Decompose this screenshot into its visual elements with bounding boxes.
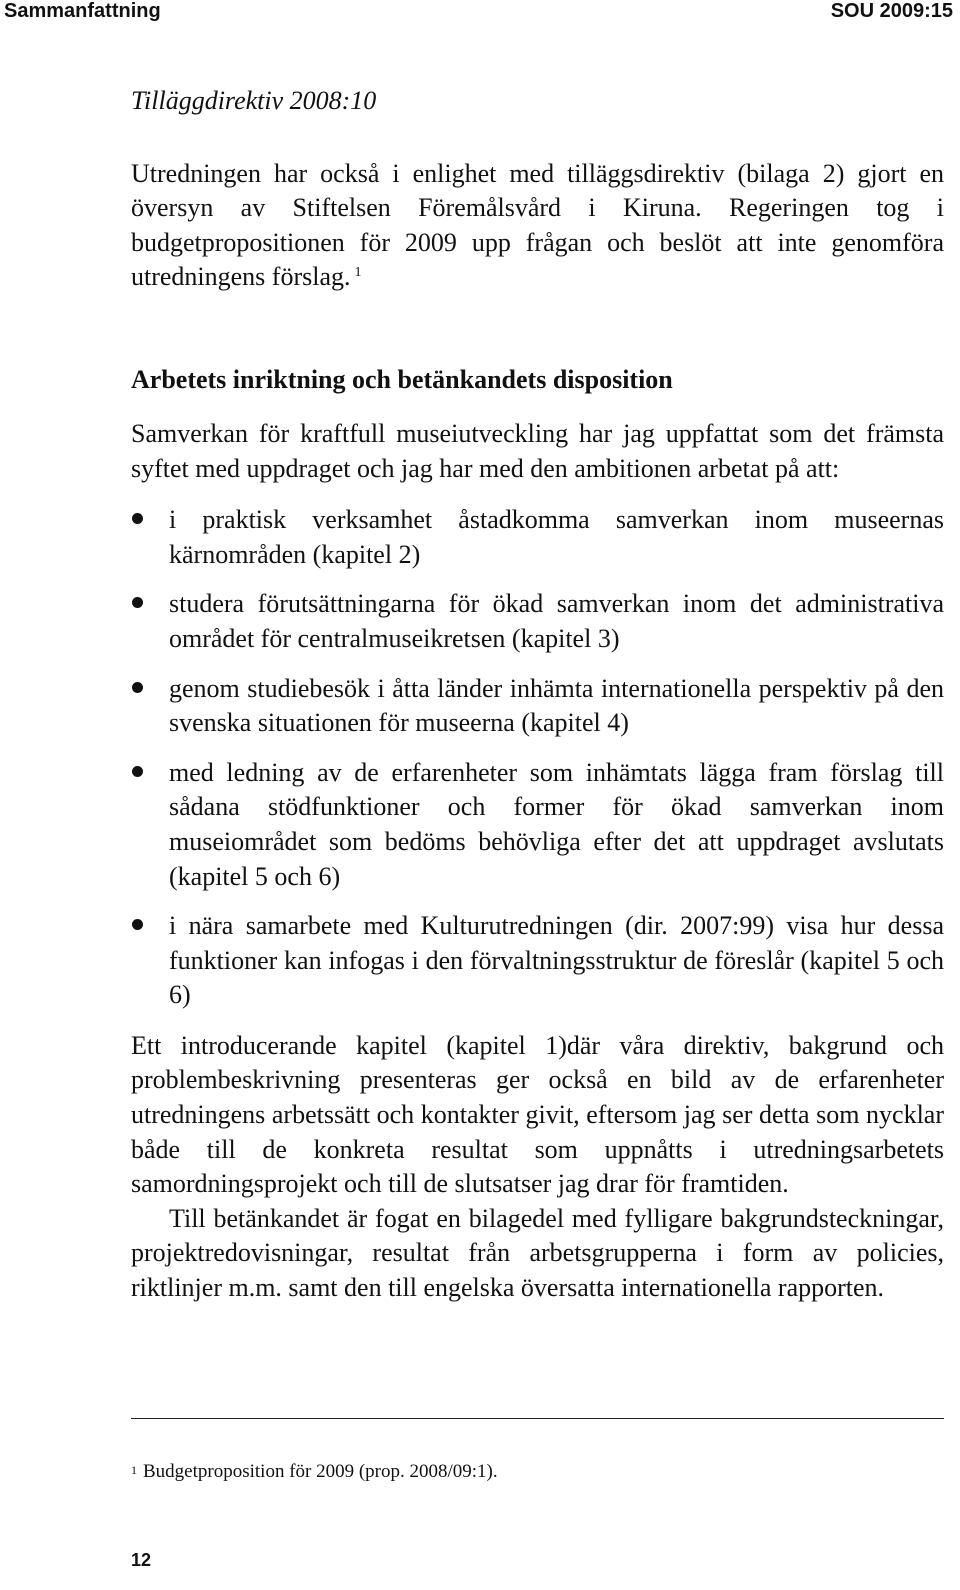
footnote-text: Budgetproposition för 2009 (prop. 2008/09:1). xyxy=(143,1461,498,1482)
paragraph-text: Utredningen har också i enlighet med tilläggsdirektiv (bilaga 2) gjort en översyn av Stiftelsen Föremålsvård i Kiruna. Regeringen tog i budgetpropositionen för 2009 upp frågan och beslöt att inte genomföra utredningens förslag. xyxy=(131,158,944,292)
list-item-text: studera förutsättningarna för ökad samverkan inom det administrativa området för centralmuseikretsen (kapitel 3) xyxy=(169,589,944,653)
footnote-reference[interactable]: 1 xyxy=(354,265,362,281)
page-number: 12 xyxy=(131,1550,152,1570)
bullet-icon xyxy=(132,513,143,524)
bullet-icon xyxy=(132,766,143,777)
footnote xyxy=(131,1460,498,1484)
bullet-icon xyxy=(132,597,143,608)
list-item xyxy=(131,909,944,1013)
list-item-text: med ledning av de erfarenheter som inhämtats lägga fram förslag till sådana stödfunktioner och former för ökad samverkan inom museiområdet som bedöms behövliga efter det att uppdraget avslutats (kapitel 5 och 6) xyxy=(169,757,944,891)
running-header xyxy=(0,0,955,30)
body-paragraph: Ett introducerande kapitel (kapitel 1)där våra direktiv, bakgrund och problembeskrivning presenteras ger också en bild av de erfarenheter utredningens arbetssätt och kontakter givit, eftersom jag ser detta som nycklar både till de konkreta resultat som uppnåtts i utredningsarbetets samordningsprojekt och till de slutsatser jag drar för framtiden. xyxy=(131,1030,944,1199)
subheading: Tilläggdirektiv 2008:10 xyxy=(131,86,377,115)
bullet-icon xyxy=(132,682,143,693)
list-item-text: i nära samarbete med Kulturutredningen (dir. 2007:99) visa hur dessa funktioner kan infogas i den förvaltningsstruktur de föreslår (kapitel 5 och 6) xyxy=(169,911,944,1010)
intro-paragraph: Samverkan för kraftfull museiutveckling har jag uppfattat som det främsta syftet med uppdraget och jag har med den ambitionen arbetat på att: xyxy=(131,418,944,483)
list-item-text: i praktisk verksamhet åstadkomma samverkan inom museernas kärnområden (kapitel 2) xyxy=(169,505,944,569)
body-paragraph: Till betänkandet är fogat en bilagedel med fylligare bakgrundsteckningar, projektredovisningar, resultat från arbetsgrupperna i form av policies, riktlinjer m.m. samt den till engelska översatta internationella rapporten. xyxy=(131,1203,944,1303)
page-body xyxy=(131,84,944,1306)
footnote-divider xyxy=(131,1418,944,1419)
bullet-list xyxy=(131,503,944,1013)
list-item xyxy=(131,672,944,741)
header-document-id: SOU 2009:15 xyxy=(830,0,953,22)
footnote-number: 1 xyxy=(131,1463,137,1477)
bullet-icon xyxy=(132,919,143,930)
header-section-title: Sammanfattning xyxy=(4,0,161,22)
section-heading: Arbetets inriktning och betänkandets disposition xyxy=(131,364,673,394)
list-item xyxy=(131,503,944,572)
list-item xyxy=(131,756,944,894)
list-item-text: genom studiebesök i åtta länder inhämta internationella perspektiv på den svenska situationen för museerna (kapitel 4) xyxy=(169,673,944,738)
list-item xyxy=(131,587,944,656)
paragraph-supplementary-directive xyxy=(131,157,944,295)
